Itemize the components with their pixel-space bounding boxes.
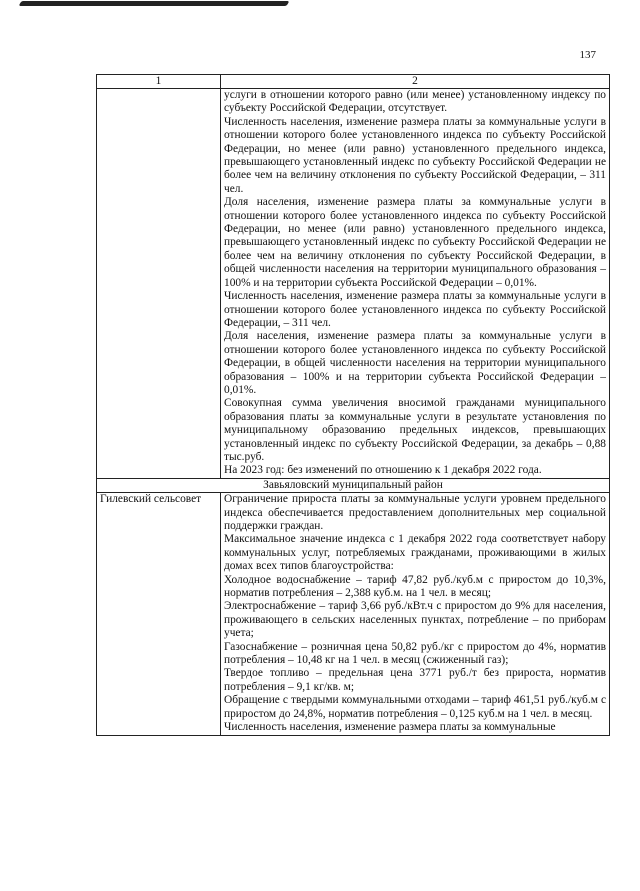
paragraph: Совокупная сумма увеличения вносимой гражданами муниципального образования платы за коммунальные услуги в результате установления по муниципальному образованию предельных индексов, превышающих установленный индекс по субъекту Российской Федерации, за декабрь – 0,88 тыс.руб. [224, 397, 606, 463]
paragraph: Газоснабжение – розничная цена 50,82 руб./кг с приростом до 4%, норматив потребления – 10,48 кг на 1 чел. в месяц (сжиженный газ); [224, 640, 606, 667]
paragraph: Твердое топливо – предельная цена 3771 руб./т без прироста, норматив потребления – 9,1 кг/кв. м; [224, 667, 606, 693]
row2-col1: Гилевский сельсовет [97, 493, 221, 735]
header-col-1: 1 [97, 75, 221, 89]
scan-edge-mark [19, 1, 290, 6]
section-row [97, 478, 610, 492]
paragraph: Доля населения, изменение размера платы за коммунальные услуги в отношении которого более установленного индекса по субъекту Российской Федерации, но менее (или равно) установленного предельного индекса, превышающего установленный индекс по субъекту Российской Федерации не более чем на величину отклонения по субъекту Российской Федерации, в общей численности населения на территории муниципального образования – 100% и на территории субъекта Российской Федерации – 0,01%. [224, 196, 606, 289]
row1-col1 [97, 89, 221, 479]
header-col-2: 2 [221, 75, 610, 89]
paragraph: услуги в отношении которого равно (или менее) установленному индексу по субъекту Российской Федерации, отсутствует. [224, 89, 606, 115]
paragraph: Электроснабжение – тариф 3,66 руб./кВт.ч с приростом до 9% для населения, проживающего в сельских населенных пунктах, потребление – по приборам учета; [224, 600, 606, 640]
table-header-row [97, 75, 610, 89]
table-row [97, 493, 610, 735]
row2-col2 [221, 493, 610, 735]
paragraph: Численность населения, изменение размера платы за коммунальные услуги в отношении которого более установленного индекса по субъекту Российской Федерации, но менее (или равно) установленного предельного индекса, превышающего установленный индекс по субъекту Российской Федерации не более чем на величину отклонения по субъекту Российской Федерации, – 311 чел. [224, 115, 606, 195]
paragraph: Холодное водоснабжение – тариф 47,82 руб./куб.м с приростом до 10,3%, норматив потребления – 2,388 куб.м. на 1 чел. в месяц; [224, 573, 606, 600]
paragraph: Ограничение прироста платы за коммунальные услуги уровнем предельного индекса обеспечивается предоставлением дополнительных мер социальной поддержки граждан. [224, 493, 606, 532]
paragraph: На 2023 год: без изменений по отношению к 1 декабря 2022 года. [224, 464, 542, 477]
paragraph: Обращение с твердыми коммунальными отходами – тариф 461,51 руб./куб.м с приростом до 24,8%, норматив потребления – 0,125 куб.м на 1 чел. в месяц. [224, 694, 606, 720]
page-number: 137 [579, 49, 596, 61]
document-table [96, 74, 610, 736]
paragraph: Максимальное значение индекса с 1 декабря 2022 года соответствует набору коммунальных услуг, потребляемых гражданами, проживающими в жилых домах всех типов благоустройства: [224, 533, 606, 573]
table-row [97, 89, 610, 479]
paragraph: Численность населения, изменение размера платы за коммунальные услуги в отношении которого более установленного индекса по субъекту Российской Федерации, – 311 чел. [224, 290, 606, 329]
row1-col2 [221, 89, 610, 479]
section-title: Завьяловский муниципальный район [97, 478, 610, 492]
paragraph: Доля населения, изменение размера платы за коммунальные услуги в отношении которого более установленного индекса по субъекту Российской Федерации, в общей численности населения на территории муниципального образования – 100% и на территории субъекта Российской Федерации – 0,01%. [224, 330, 606, 396]
paragraph: Численность населения, изменение размера платы за коммунальные [224, 721, 556, 734]
